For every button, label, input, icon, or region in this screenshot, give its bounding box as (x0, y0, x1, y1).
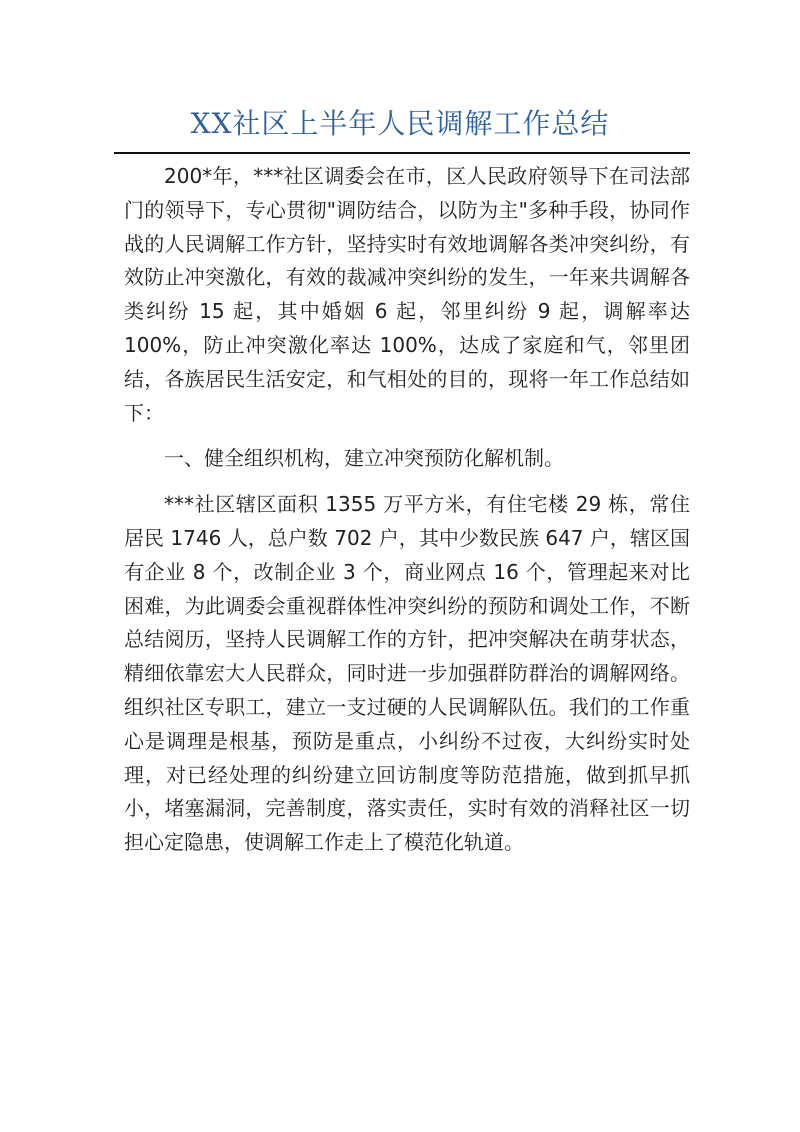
title-divider (114, 152, 690, 154)
document-title: XX社区上半年人民调解工作总结 (190, 107, 610, 140)
document-body (124, 160, 690, 860)
paragraph-intro: 200*年，***社区调委会在市，区人民政府领导下在司法部门的领导下，专心贯彻"调防结合，以防为主"多种手段，协同作战的人民调解工作方针，坚持实时有效地调解各类冲突纠纷，有效防止冲突激化，有效的裁减冲突纠纷的发生，一年来共调解各类纠纷 15 起，其中婚姻 6 起，邻里纠纷 9 起，调解率达 100%，防止冲突激化率达 100%，达成了家庭和气，邻里团结，各族居民生活安定，和气相处的目的，现将一年工作总结如下： (124, 164, 690, 425)
section-heading-1: 一、健全组织机构，建立冲突预防化解机制。 (164, 446, 564, 471)
paragraph-section-1: ***社区辖区面积 1355 万平方米，有住宅楼 29 栋，常住居民 1746 人，总户数 702 户，其中少数民族 647 户，辖区国有企业 8 个，改制企业 3 个，商业网点 16 个，管理起来对比困难，为此调委会重视群体性冲突纠纷的预防和调处工作，不断总结阅历，坚持人民调解工作的方针，把冲突解决在萌芽状态，精细依靠宏大人民群众，同时进一步加强群防群治的调解网络。组织社区专职工，建立一支过硬的人民调解队伍。我们的工作重心是调理是根基，预防是重点，小纠纷不过夜，大纠纷实时处理，对已经处理的纠纷建立回访制度等防范措施，做到抓早抓小，堵塞漏洞，完善制度，落实责任，实时有效的消释社区一切担心定隐患，使调解工作走上了模范化轨道。 (124, 492, 690, 855)
